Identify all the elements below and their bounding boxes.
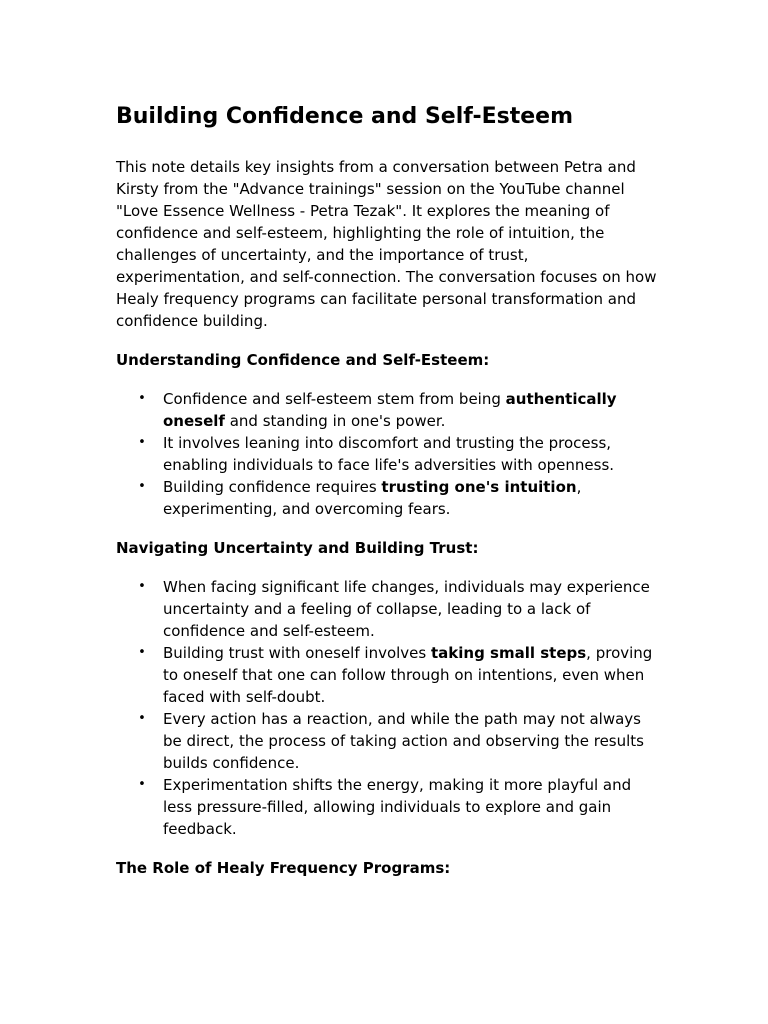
bullet-text: and standing in one's power. [224, 412, 446, 430]
bullet-list-uncertainty [116, 576, 661, 840]
bullet-text: Experimentation shifts the energy, making it more playful and less pressure-filled, allowing individuals to explore and gain feedback. [163, 776, 632, 838]
list-item [116, 476, 661, 520]
bullet-icon: • [138, 479, 146, 494]
section-heading-understanding: Understanding Confidence and Self-Esteem: [116, 351, 490, 369]
bullet-bold-text: trusting one's intuition [381, 478, 577, 496]
bullet-text: Every action has a reaction, and while the path may not always be direct, the process of taking action and observing the results builds confidence. [163, 710, 644, 772]
section-heading-uncertainty: Navigating Uncertainty and Building Trust: [116, 539, 479, 557]
bullet-text: , proving to oneself that one can follow through on intentions, even when faced with self-doubt. [163, 644, 653, 706]
bullet-list-understanding [116, 388, 661, 520]
document-page [116, 102, 661, 896]
bullet-text: , experimenting, and overcoming fears. [163, 478, 582, 518]
intro-paragraph: This note details key insights from a conversation between Petra and Kirsty from the "Advance trainings" session on the YouTube channel "Love Essence Wellness - Petra Tezak". It explores the meaning of confidence and self-esteem, highlighting the role of intuition, the challenges of uncertainty, and the importance of trust, experimentation, and self-connection. The conversation focuses on how Healy frequency programs can facilitate personal transformation and confidence building. [116, 158, 657, 330]
bullet-bold-text: taking small steps [431, 644, 587, 662]
bullet-icon: • [138, 711, 146, 726]
bullet-text: It involves leaning into discomfort and trusting the process, enabling individuals to face life's adversities with openness. [163, 434, 615, 474]
list-item [116, 432, 661, 476]
list-item [116, 642, 661, 708]
list-item [116, 708, 661, 774]
bullet-text: Building confidence requires [163, 478, 382, 496]
bullet-text: When facing significant life changes, individuals may experience uncertainty and a feeling of collapse, leading to a lack of confidence and self-esteem. [163, 578, 650, 640]
list-item [116, 388, 661, 432]
list-item [116, 576, 661, 642]
bullet-icon: • [138, 777, 146, 792]
bullet-icon: • [138, 645, 146, 660]
bullet-text: Confidence and self-esteem stem from being [163, 390, 506, 408]
bullet-icon: • [138, 391, 146, 406]
list-item [116, 774, 661, 840]
bullet-icon: • [138, 435, 146, 450]
section-heading-healy: The Role of Healy Frequency Programs: [116, 859, 451, 877]
bullet-text: Building trust with oneself involves [163, 644, 431, 662]
document-title: Building Confidence and Self-Esteem [116, 104, 573, 129]
bullet-icon: • [138, 579, 146, 594]
bullet-bold-text: authentically oneself [163, 390, 617, 430]
